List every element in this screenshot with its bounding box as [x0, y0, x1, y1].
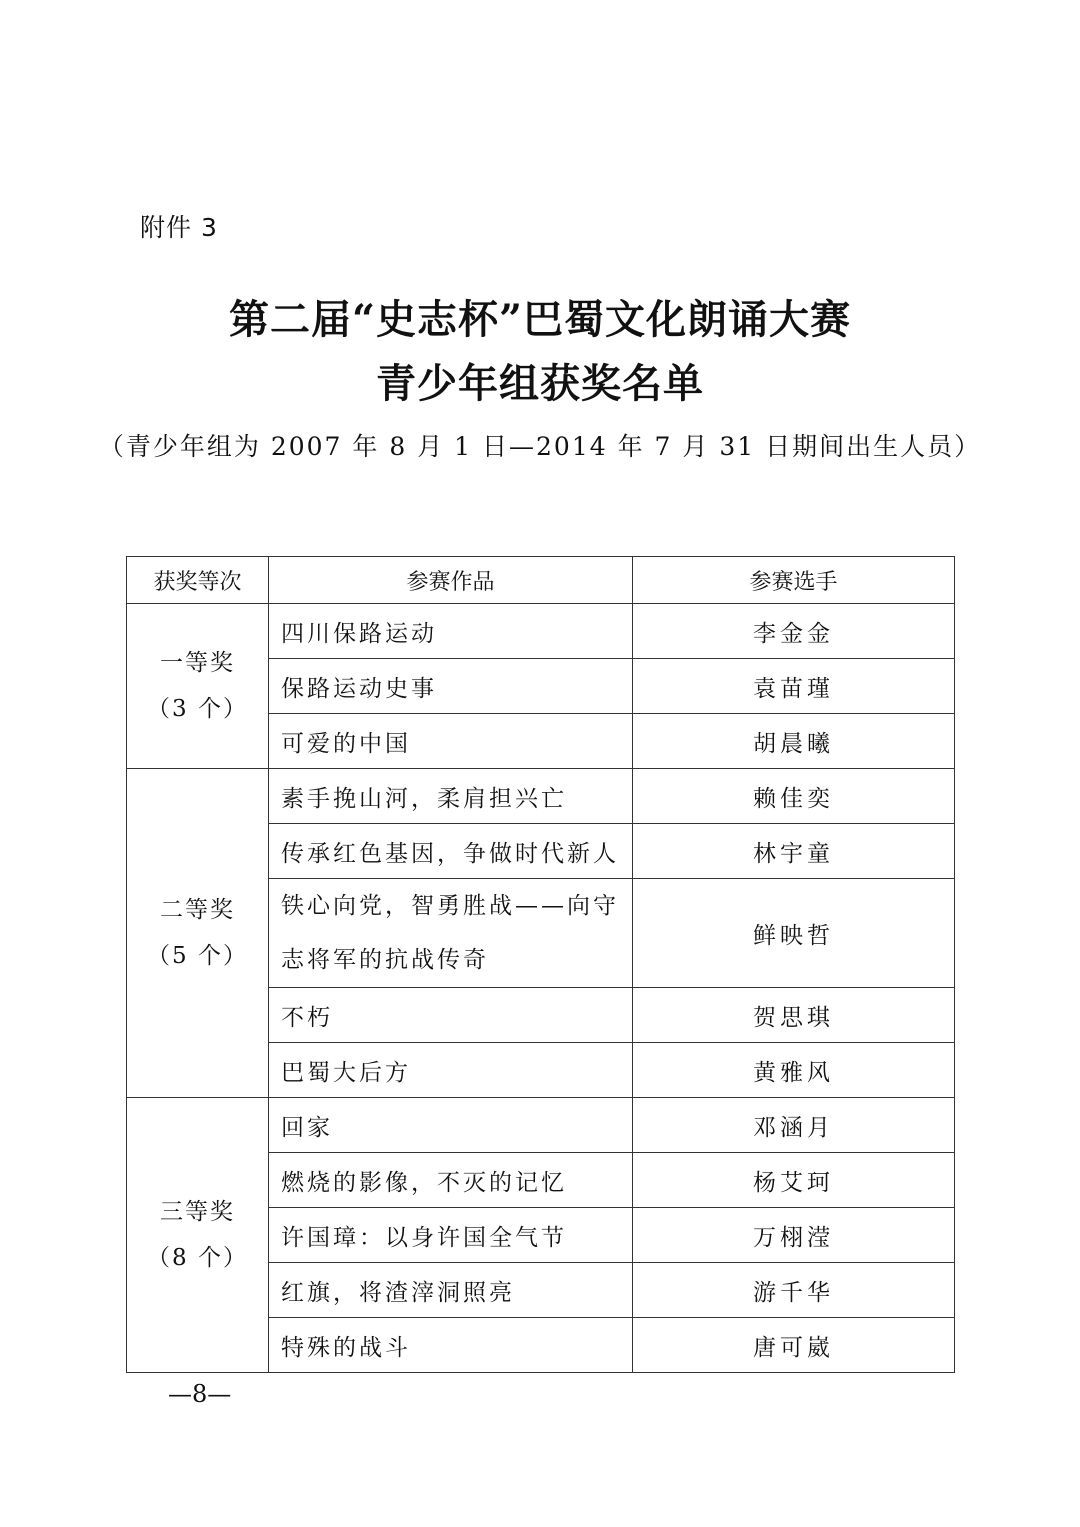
- page-number: —8—: [168, 1380, 232, 1408]
- attachment-label: 附件 3: [140, 213, 218, 242]
- participant-name: 杨艾珂: [633, 1153, 955, 1208]
- table-row: [127, 604, 955, 659]
- work-title: 不朽: [269, 988, 633, 1043]
- work-title: 四川保路运动: [269, 604, 633, 659]
- award-level-third: [127, 1098, 269, 1373]
- award-level-first: [127, 604, 269, 769]
- work-title: 特殊的战斗: [269, 1318, 633, 1373]
- participant-name: 袁苗瑾: [633, 659, 955, 714]
- work-title: 许国璋：以身许国全气节: [269, 1208, 633, 1263]
- participant-name: 贺思琪: [633, 988, 955, 1043]
- award-level-label: 一等奖: [160, 650, 235, 676]
- work-title: 巴蜀大后方: [269, 1043, 633, 1098]
- work-title: 传承红色基因，争做时代新人: [269, 824, 633, 879]
- work-title: 铁心向党，智勇胜战——向守志将军的抗战传奇: [269, 879, 633, 988]
- participant-name: 游千华: [633, 1263, 955, 1318]
- table-header-row: [127, 557, 955, 604]
- page-title-line2: 青少年组获奖名单: [376, 360, 704, 407]
- participant-name: 赖佳奕: [633, 769, 955, 824]
- participant-name: 鲜映哲: [633, 879, 955, 988]
- award-count: （3 个）: [147, 696, 248, 722]
- work-title: 红旗，将渣滓洞照亮: [269, 1263, 633, 1318]
- awards-table: [126, 556, 955, 1373]
- participant-name: 唐可崴: [633, 1318, 955, 1373]
- participant-name: 胡晨曦: [633, 714, 955, 769]
- participant-name: 李金金: [633, 604, 955, 659]
- award-count: （5 个）: [147, 943, 248, 969]
- work-title: 保路运动史事: [269, 659, 633, 714]
- eligibility-note: （青少年组为 2007 年 8 月 1 日—2014 年 7 月 31 日期间出生人员）: [98, 432, 982, 461]
- table-row: [127, 1098, 955, 1153]
- participant-name: 万栩滢: [633, 1208, 955, 1263]
- award-level-label: 二等奖: [160, 897, 235, 923]
- table-row: [127, 769, 955, 824]
- work-title: 燃烧的影像，不灭的记忆: [269, 1153, 633, 1208]
- participant-name: 林宇童: [633, 824, 955, 879]
- work-title: 素手挽山河，柔肩担兴亡: [269, 769, 633, 824]
- participant-name: 黄雅风: [633, 1043, 955, 1098]
- work-title: 可爱的中国: [269, 714, 633, 769]
- header-award-level: 获奖等次: [127, 557, 269, 604]
- work-title: 回家: [269, 1098, 633, 1153]
- page-title-line1: 第二届“史志杯”巴蜀文化朗诵大赛: [228, 296, 851, 343]
- award-level-second: [127, 769, 269, 1098]
- header-work: 参赛作品: [269, 557, 633, 604]
- award-level-label: 三等奖: [160, 1199, 235, 1225]
- award-count: （8 个）: [147, 1245, 248, 1271]
- participant-name: 邓涵月: [633, 1098, 955, 1153]
- header-participant: 参赛选手: [633, 557, 955, 604]
